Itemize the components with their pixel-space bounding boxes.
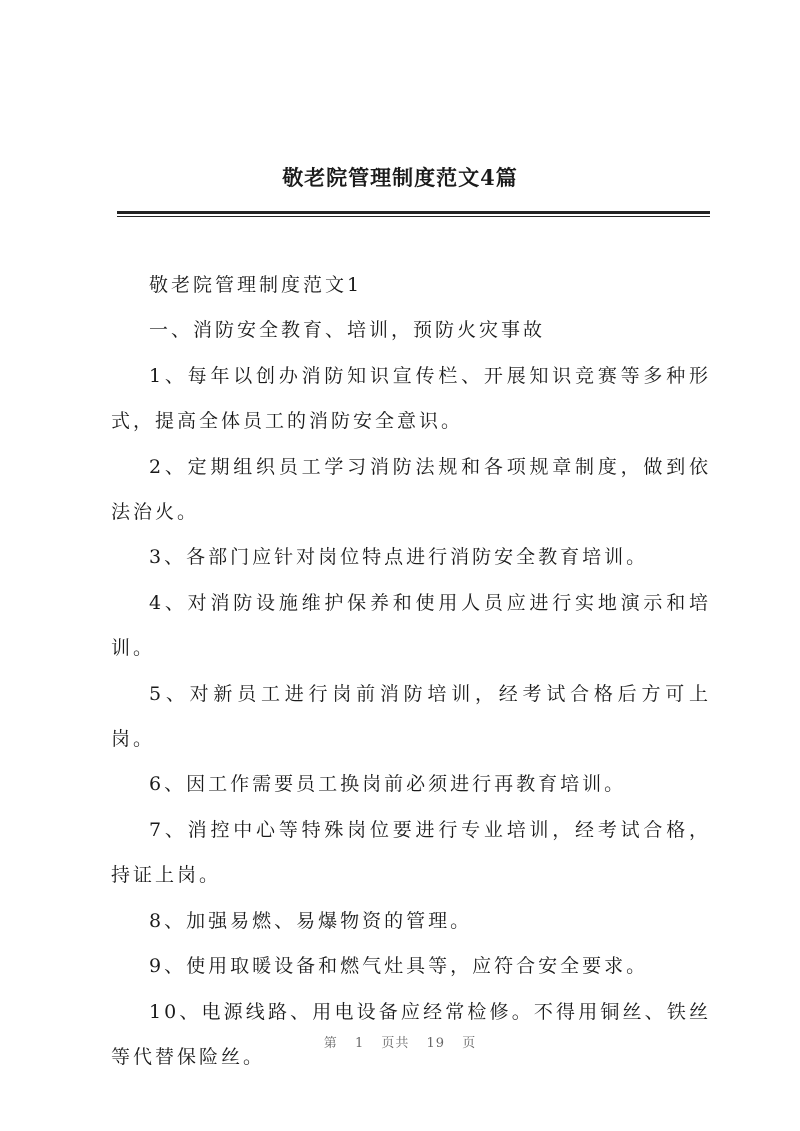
section-heading: 敬老院管理制度范文1 — [149, 274, 363, 296]
footer-total-pages: 19 — [426, 1036, 446, 1051]
document-title: 敬老院管理制度范文4篇 — [282, 165, 518, 190]
subsection-heading: 一、消防安全教育、培训，预防火灾事故 — [149, 319, 546, 342]
list-item: 4、对消防设施维护保养和使用人员应进行实地演示和培训。 — [111, 591, 711, 660]
page-footer — [0, 1032, 800, 1051]
title-divider-thick — [117, 211, 710, 214]
document-body — [111, 263, 711, 1080]
footer-page-number: 1 — [354, 1036, 365, 1051]
title-divider-thin — [117, 216, 710, 217]
list-item: 9、使用取暖设备和燃气灶具等，应符合安全要求。 — [149, 955, 649, 978]
footer-suffix: 页 — [462, 1036, 477, 1051]
list-item: 6、因工作需要员工换岗前必须进行再教育培训。 — [149, 773, 627, 796]
list-item: 7、消控中心等特殊岗位要进行专业培训，经考试合格，持证上岗。 — [111, 818, 711, 887]
list-item: 5、对新员工进行岗前消防培训，经考试合格后方可上岗。 — [111, 682, 711, 751]
footer-prefix: 第 — [323, 1036, 338, 1051]
list-item: 1、每年以创办消防知识宣传栏、开展知识竞赛等多种形式，提高全体员工的消防安全意识。 — [111, 364, 711, 433]
list-item: 8、加强易燃、易爆物资的管理。 — [149, 909, 473, 932]
list-item: 10、电源线路、用电设备应经常检修。不得用铜丝、铁丝等代替保险丝。 — [111, 1000, 711, 1068]
list-item: 2、定期组织员工学习消防法规和各项规章制度，做到依法治火。 — [111, 455, 711, 524]
footer-middle: 页共 — [381, 1036, 410, 1051]
list-item: 3、各部门应针对岗位特点进行消防安全教育培训。 — [149, 546, 649, 569]
